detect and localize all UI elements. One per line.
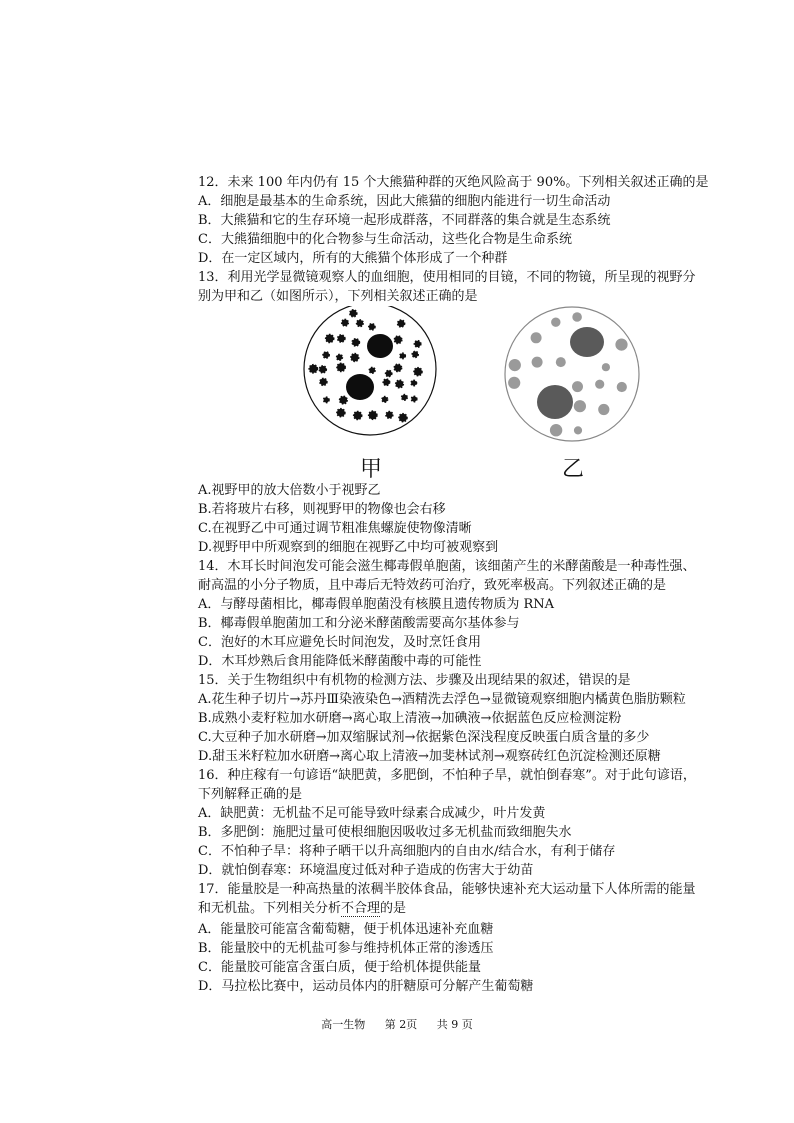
red-blood-cell	[394, 364, 401, 371]
red-blood-cell	[386, 412, 393, 419]
red-blood-cell	[383, 379, 389, 385]
page-footer	[0, 1016, 794, 1032]
red-blood-cell	[337, 354, 343, 360]
q16-option-d: D．就怕倒春寒：环境温度过低对种子造成的伤害大于幼苗	[198, 863, 534, 878]
q16-option-b: B．多肥倒：施肥过量可使根细胞因吸收过多无机盐而致细胞失水	[198, 825, 572, 840]
q13-option-b: B.若将玻片右移，则视野甲的物像也会右移	[198, 502, 446, 517]
q17-option-c: C．能量胶可能富含蛋白质，便于给机体提供能量	[198, 960, 481, 975]
field-yi	[505, 307, 639, 441]
red-blood-cell	[337, 409, 345, 417]
q14-stem-line1: 14．木耳长时间泡发可能会滋生椰毒假单胞菌，该细菌产生的米酵菌酸是一种毒性强、	[198, 559, 696, 574]
red-blood-cell	[320, 378, 327, 385]
red-blood-cell	[509, 359, 521, 371]
red-blood-cell	[572, 312, 582, 322]
red-blood-cell	[414, 368, 422, 376]
q12-option-b: B．大熊猫和它的生存环境一起形成群落，不同群落的集合就是生态系统	[198, 213, 611, 228]
red-blood-cell	[414, 341, 420, 347]
red-blood-cell	[602, 363, 610, 371]
red-blood-cell	[323, 352, 329, 358]
q16-stem-line2: 下列解释正确的是	[198, 787, 303, 802]
red-blood-cell	[324, 397, 329, 402]
q14-stem-line2: 耐高温的小分子物质，且中毒后无特效药可治疗，致死率极高。下列叙述正确的是	[198, 578, 667, 593]
red-blood-cell	[369, 324, 375, 330]
red-blood-cell	[340, 396, 348, 404]
q15-option-d: D.甜玉米籽粒加水研磨→离心取上清液→加斐林试剂→观察砖红色沉淀检测还原糖	[198, 749, 661, 764]
red-blood-cell	[326, 335, 334, 343]
red-blood-cell	[351, 354, 359, 362]
q16-stem-line1: 16．种庄稼有一句谚语“缺肥黄，多肥倒，不怕种子旱，就怕倒春寒”。对于此句谚语，	[198, 768, 696, 783]
red-blood-cell	[399, 414, 407, 422]
red-blood-cell	[386, 370, 392, 376]
red-blood-cell	[352, 339, 359, 346]
q14-option-c: C．泡好的木耳应避免长时间泡发，及时烹饪食用	[198, 635, 481, 650]
red-blood-cell	[550, 424, 562, 436]
red-blood-cell	[350, 310, 357, 317]
q12-option-d: D．在一定区域内，所有的大熊猫个体形成了一个种群	[198, 251, 508, 266]
q17-option-a: A．能量胶可能富含葡萄糖，便于机体迅速补充血糖	[198, 922, 494, 937]
red-blood-cell	[615, 339, 627, 351]
q17-stem-prefix: 和无机盐。下列相关分析	[198, 901, 342, 916]
red-blood-cell	[319, 366, 326, 373]
red-blood-cell	[369, 411, 377, 419]
red-blood-cell	[598, 404, 609, 415]
q15-option-c: C.大豆种子加水研磨→加双缩脲试剂→依据紫色深浅程度反映蛋白质含量的多少	[198, 730, 650, 745]
red-blood-cell	[574, 426, 582, 434]
field-jia	[304, 306, 436, 435]
footer-total: 共 9 页	[436, 1018, 473, 1031]
q13-option-a: A.视野甲的放大倍数小于视野乙	[198, 483, 381, 498]
q17-option-b: B．能量胶中的无机盐可参与维持机体正常的渗透压	[198, 941, 494, 956]
q17-stem-suffix: 的是	[380, 901, 407, 916]
q17-stem-line1: 17．能量胶是一种高热量的浓稠半胶体食品，能够快速补充大运动量下人体所需的能量	[198, 882, 696, 897]
red-blood-cell	[309, 365, 317, 373]
red-blood-cell	[338, 335, 345, 342]
microscope-fields-svg	[300, 306, 650, 486]
red-blood-cell	[556, 357, 566, 367]
red-blood-cell	[595, 380, 604, 389]
red-blood-cell	[574, 400, 586, 412]
red-blood-cell	[337, 363, 345, 371]
red-blood-cell	[394, 336, 401, 343]
red-blood-cell	[342, 319, 349, 326]
red-blood-cell	[508, 377, 520, 389]
red-blood-cell	[412, 351, 418, 357]
q12-option-c: C．大熊猫细胞中的化合物参与生命活动，这些化合物是生命系统	[198, 232, 572, 247]
red-blood-cell	[531, 332, 542, 343]
red-blood-cell	[551, 318, 560, 327]
red-blood-cell	[411, 396, 416, 401]
white-blood-cell-1	[367, 334, 393, 358]
red-blood-cell	[369, 367, 375, 373]
q15-option-b: B.成熟小麦籽粒加水研磨→离心取上清液→加碘液→依据蓝色反应检测淀粉	[198, 711, 622, 726]
q17-stem-line2	[198, 900, 406, 918]
red-blood-cell	[396, 380, 404, 388]
red-blood-cell	[617, 382, 627, 392]
red-blood-cell	[398, 320, 405, 327]
q14-option-d: D．木耳炒熟后食用能降低米酵菌酸中毒的可能性	[198, 654, 482, 669]
q15-option-a: A.花生种子切片→苏丹Ⅲ染液染色→酒精洗去浮色→显微镜观察细胞内橘黄色脂肪颗粒	[198, 692, 686, 707]
q12-option-a: A．细胞是最基本的生命系统，因此大熊猫的细胞内能进行一切生命活动	[198, 194, 611, 209]
footer-page: 第 2页	[384, 1018, 418, 1031]
footer-subject: 高一生物	[321, 1018, 366, 1031]
q13-option-d: D.视野甲中所观察到的细胞在视野乙中均可被观察到	[198, 540, 499, 555]
white-blood-cell-blurred-2	[537, 385, 573, 419]
q16-option-a: A．缺肥黄：无机盐不足可能导致叶绿素合成减少，叶片发黄	[198, 806, 546, 821]
q17-emphasis: 不合理	[341, 901, 381, 916]
red-blood-cell	[357, 320, 364, 327]
white-blood-cell-2	[346, 374, 374, 400]
q13-option-c: C.在视野乙中可通过调节粗准焦螺旋使物像清晰	[198, 521, 472, 536]
white-blood-cell-blurred-1	[570, 327, 604, 357]
q14-option-b: B．椰毒假单胞菌加工和分泌米酵菌酸需要高尔基体参与	[198, 616, 520, 631]
q13-stem-line1: 13．利用光学显微镜观察人的血细胞，使用相同的目镜，不同的物镜，所呈现的视野分	[198, 270, 696, 285]
q13-stem-line2: 别为甲和乙（如图所示），下列相关叙述正确的是	[198, 289, 478, 304]
red-blood-cell	[382, 397, 388, 403]
field-label-jia: 甲	[360, 457, 383, 482]
microscope-fields-figure	[300, 306, 650, 486]
red-blood-cell	[532, 357, 543, 368]
red-blood-cell	[402, 395, 408, 401]
q17-option-d: D．马拉松比赛中，运动员体内的肝糖原可分解产生葡萄糖	[198, 979, 534, 994]
field-label-yi: 乙	[562, 457, 585, 482]
q16-option-c: C．不怕种子旱：将种子晒干以升高细胞内的自由水/结合水，有利于储存	[198, 844, 616, 859]
red-blood-cell	[400, 353, 405, 358]
q12-stem: 12．未来 100 年内仍有 15 个大熊猫种群的灭绝风险高于 90%。下列相关叙述正确的是	[198, 175, 709, 190]
red-blood-cell	[572, 381, 583, 392]
q15-stem: 15．关于生物组织中有机物的检测方法、步骤及出现结果的叙述，错误的是	[198, 673, 631, 688]
red-blood-cell	[411, 380, 416, 385]
q14-option-a: A．与酵母菌相比，椰毒假单胞菌没有核膜且遗传物质为 RNA	[198, 597, 555, 612]
red-blood-cell	[354, 412, 362, 420]
